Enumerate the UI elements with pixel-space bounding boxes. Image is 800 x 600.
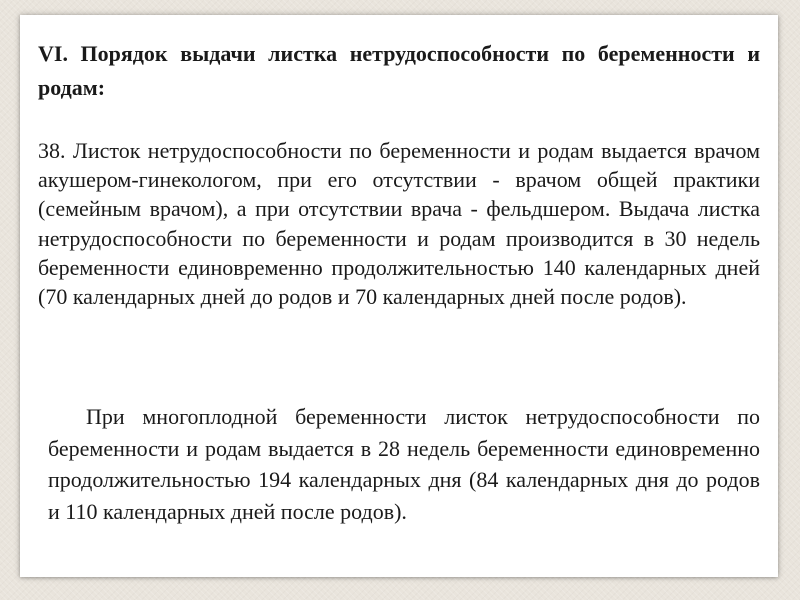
paragraph-38: 38. Листок нетрудоспособности по беременности и родам выдается врачом акушером-гинекологом, при его отсутствии - врачом общей практики (семейным врачом), а при отсутствии врача - фельдшером. Выдача листка нетрудоспособности по беременности и родам производится в 30 недель беременности единовременно продолжительностью 140 календарных дней (70 календарных дней до родов и 70 календарных дней после родов). bbox=[38, 138, 760, 310]
slide-card bbox=[20, 15, 778, 577]
paragraph-multiple-pregnancy: При многоплодной беременности листок нетрудоспособности по беременности и родам выдается в 28 недель беременности единовременно продолжительностью 194 календарных дня (84 календарных дня до родов и 110 календарных дней после родов). bbox=[48, 404, 760, 524]
slide-title: VI. Порядок выдачи листка нетрудоспособности по беременности и родам: bbox=[38, 41, 760, 100]
